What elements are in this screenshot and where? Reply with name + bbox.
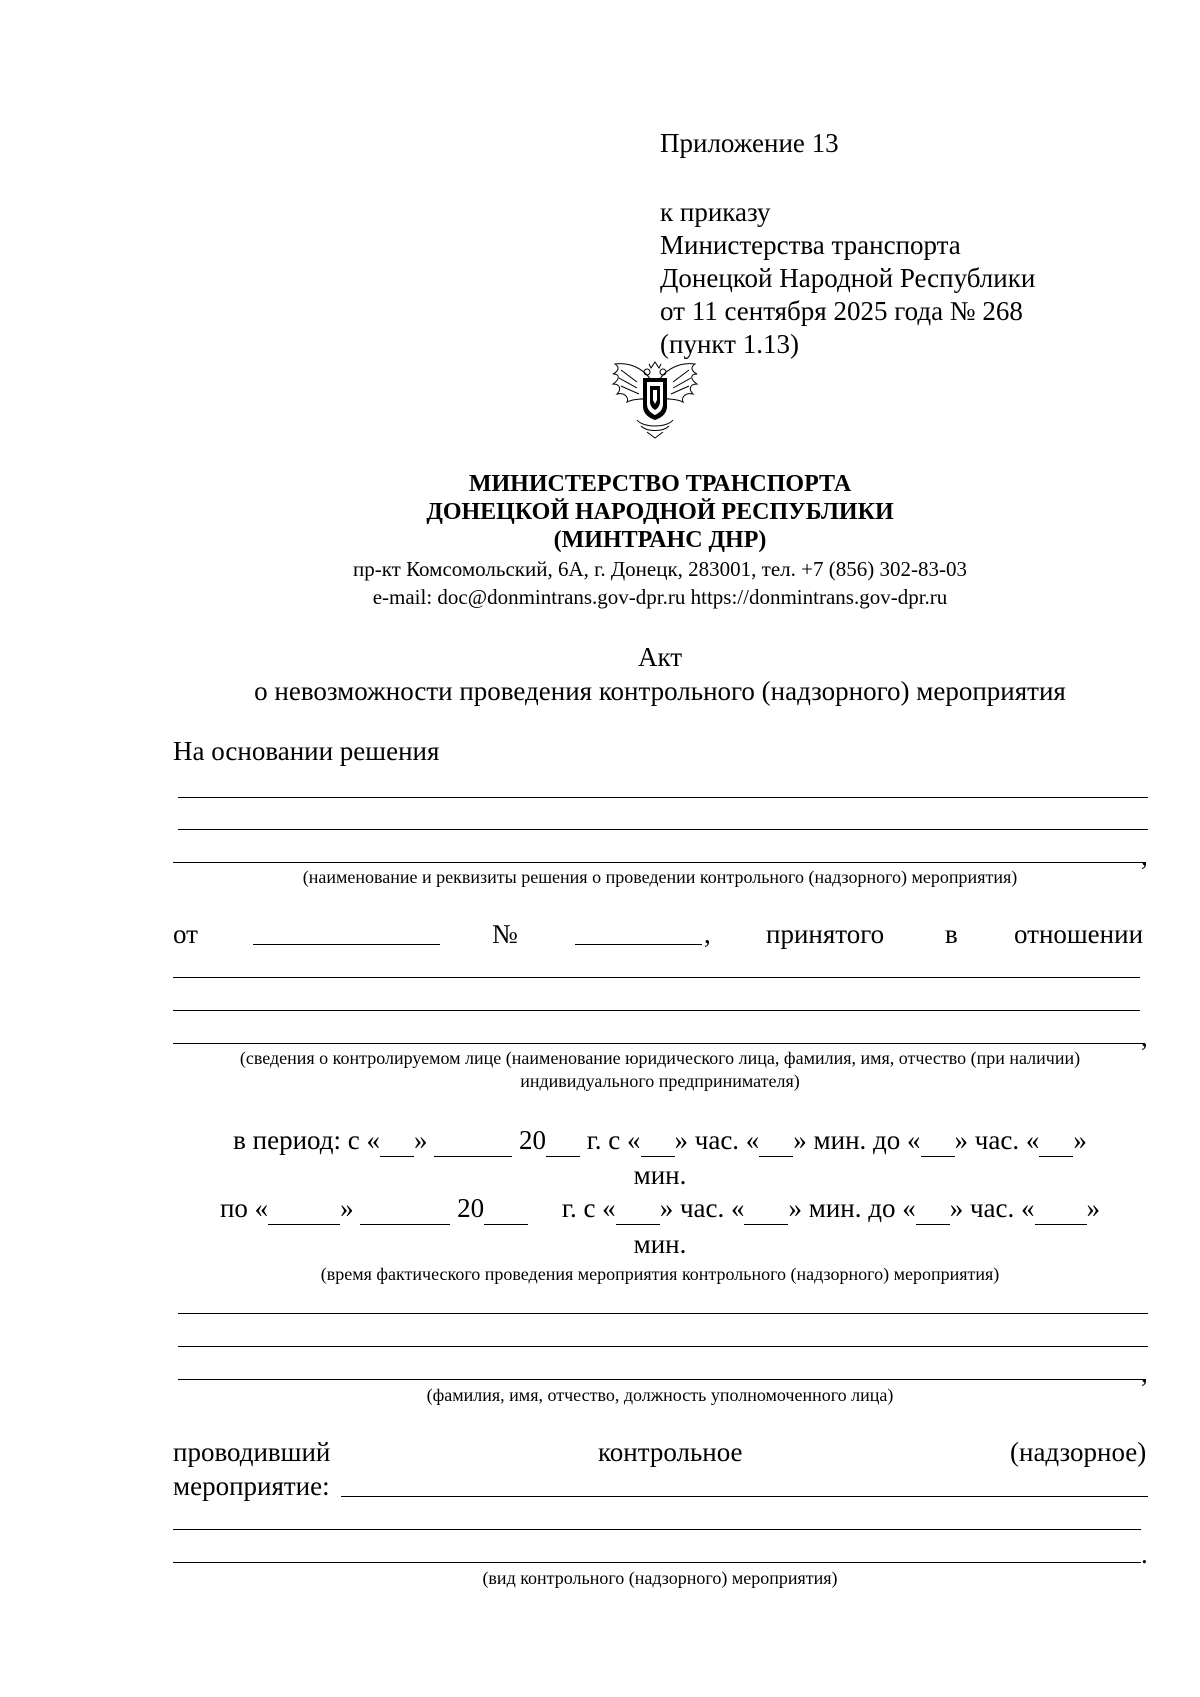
person-comma: , [1141, 1022, 1148, 1052]
appendix-line: от 11 сентября 2025 года № 268 [660, 296, 1023, 326]
org-address: пр-кт Комсомольский, 6А, г. Донецк, 283001, тел. +7 (856) 302-83-03 [353, 557, 967, 581]
period-end-quote: » [1073, 1125, 1087, 1155]
period-to-end-quote: » [1086, 1193, 1101, 1223]
period-end-min-field[interactable] [1039, 1124, 1073, 1157]
person-line-3[interactable] [173, 1043, 1144, 1044]
period-to-min-word: мин. [633, 1229, 687, 1259]
period-to-start-min-field[interactable] [744, 1192, 788, 1225]
period-to-hour-label2: » час. « [949, 1193, 1035, 1223]
decision-date-field[interactable] [253, 944, 440, 945]
period-to-quote-close: » [340, 1193, 354, 1223]
decision-line-1[interactable] [178, 797, 1148, 798]
period-to-year-field[interactable] [484, 1192, 528, 1225]
appendix-block [660, 127, 1035, 361]
appendix-title: Приложение 13 [660, 128, 839, 158]
from-label: от [173, 919, 198, 949]
appendix-line: (пункт 1.13) [660, 329, 799, 359]
decision-number-field[interactable] [575, 944, 702, 945]
document-subtitle: о невозможности проведения контрольного (надзорного) мероприятия [254, 676, 1066, 706]
official-line-3[interactable] [178, 1379, 1146, 1380]
decision-comma: , [1141, 841, 1148, 871]
period-century: 20 [518, 1125, 546, 1155]
event-line-2[interactable] [173, 1529, 1141, 1530]
period-year-field[interactable] [546, 1124, 580, 1157]
period-from-row [0, 1124, 1200, 1157]
period-min-word: мин. [633, 1160, 687, 1190]
decision-line-2[interactable] [178, 829, 1148, 830]
period-quote-close: » [413, 1125, 428, 1155]
period-month-field[interactable] [434, 1124, 512, 1157]
period-hour-label2: » час. « [954, 1125, 1040, 1155]
org-email-website: e-mail: doc@donmintrans.gov-dpr.ru https://donmintrans.gov-dpr.ru [372, 585, 948, 609]
period-to-century: 20 [457, 1193, 485, 1223]
in-word: в [945, 919, 958, 949]
time-caption: (время фактического проведения мероприятия контрольного (надзорного) мероприятия) [320, 1264, 1000, 1284]
period-end-hour-field[interactable] [921, 1124, 955, 1157]
period-start-min-field[interactable] [759, 1124, 793, 1157]
control-word: контрольное [598, 1437, 743, 1467]
official-comma: , [1141, 1358, 1148, 1388]
period-to-min-until: » мин. до « [788, 1193, 916, 1223]
person-caption-line2: индивидуального предпринимателя) [520, 1071, 800, 1091]
adopted-word: принятого [766, 919, 885, 949]
org-short-name: (МИНТРАНС ДНР) [553, 527, 767, 553]
period-min-until: » мин. до « [793, 1125, 921, 1155]
period-year-suffix: г. с « [579, 1125, 641, 1155]
number-sign: № [492, 919, 518, 949]
period-day-field[interactable] [380, 1124, 414, 1157]
period-to-end-min-field[interactable] [1035, 1192, 1087, 1225]
official-line-2[interactable] [178, 1346, 1148, 1347]
appendix-line: Донецкой Народной Республики [660, 263, 1036, 293]
period-to-day-field[interactable] [268, 1192, 340, 1225]
appendix-line: Министерства транспорта [660, 230, 961, 260]
period-to-year-suffix: г. с « [555, 1193, 616, 1223]
period-to-start-hour-field[interactable] [616, 1192, 660, 1225]
organization-name [0, 470, 1200, 554]
document-title: Акт [637, 642, 683, 672]
conducted-word: проводивший [173, 1437, 331, 1467]
decision-caption: (наименование и реквизиты решения о проведении контрольного (надзорного) мероприятия) [302, 867, 1018, 887]
person-caption-line1: (сведения о контролируемом лице (наименование юридического лица, фамилия, имя, отчество (при наличии) [239, 1048, 1081, 1068]
period-intro: в период: с « [233, 1125, 380, 1155]
period-start-hour-field[interactable] [641, 1124, 675, 1157]
period-to-intro: по « [219, 1193, 269, 1223]
official-caption: (фамилия, имя, отчество, должность уполномоченного лица) [426, 1385, 894, 1405]
period-to-row [0, 1192, 1200, 1225]
org-name-line2: ДОНЕЦКОЙ НАРОДНОЙ РЕСПУБЛИКИ [426, 499, 894, 525]
event-period: . [1141, 1539, 1148, 1569]
event-caption: (вид контрольного (надзорного) мероприятия) [482, 1568, 838, 1588]
basis-label: На основании решения [173, 736, 440, 766]
period-to-hour-label: » час. « [659, 1193, 745, 1223]
event-type-field[interactable] [341, 1496, 1148, 1497]
appendix-line: к приказу [660, 197, 771, 227]
event-label: мероприятие: [173, 1471, 330, 1501]
number-comma: , [704, 919, 711, 949]
organization-contacts [0, 555, 1200, 611]
period-hour-label: » час. « [674, 1125, 760, 1155]
person-line-2[interactable] [173, 1010, 1140, 1011]
period-to-month-field[interactable] [360, 1192, 450, 1225]
event-line-3[interactable] [173, 1562, 1141, 1563]
supervisory-word: (надзорное) [1010, 1437, 1147, 1467]
person-line-1[interactable] [173, 977, 1140, 978]
document-title-block [0, 640, 1200, 708]
decision-line-3[interactable] [173, 862, 1146, 863]
coat-of-arms-emblem [607, 358, 703, 440]
official-line-1[interactable] [178, 1313, 1148, 1314]
regarding-word: отношении [1014, 919, 1144, 949]
org-name-line1: МИНИСТЕРСТВО ТРАНСПОРТА [468, 471, 852, 497]
period-to-end-hour-field[interactable] [916, 1192, 950, 1225]
